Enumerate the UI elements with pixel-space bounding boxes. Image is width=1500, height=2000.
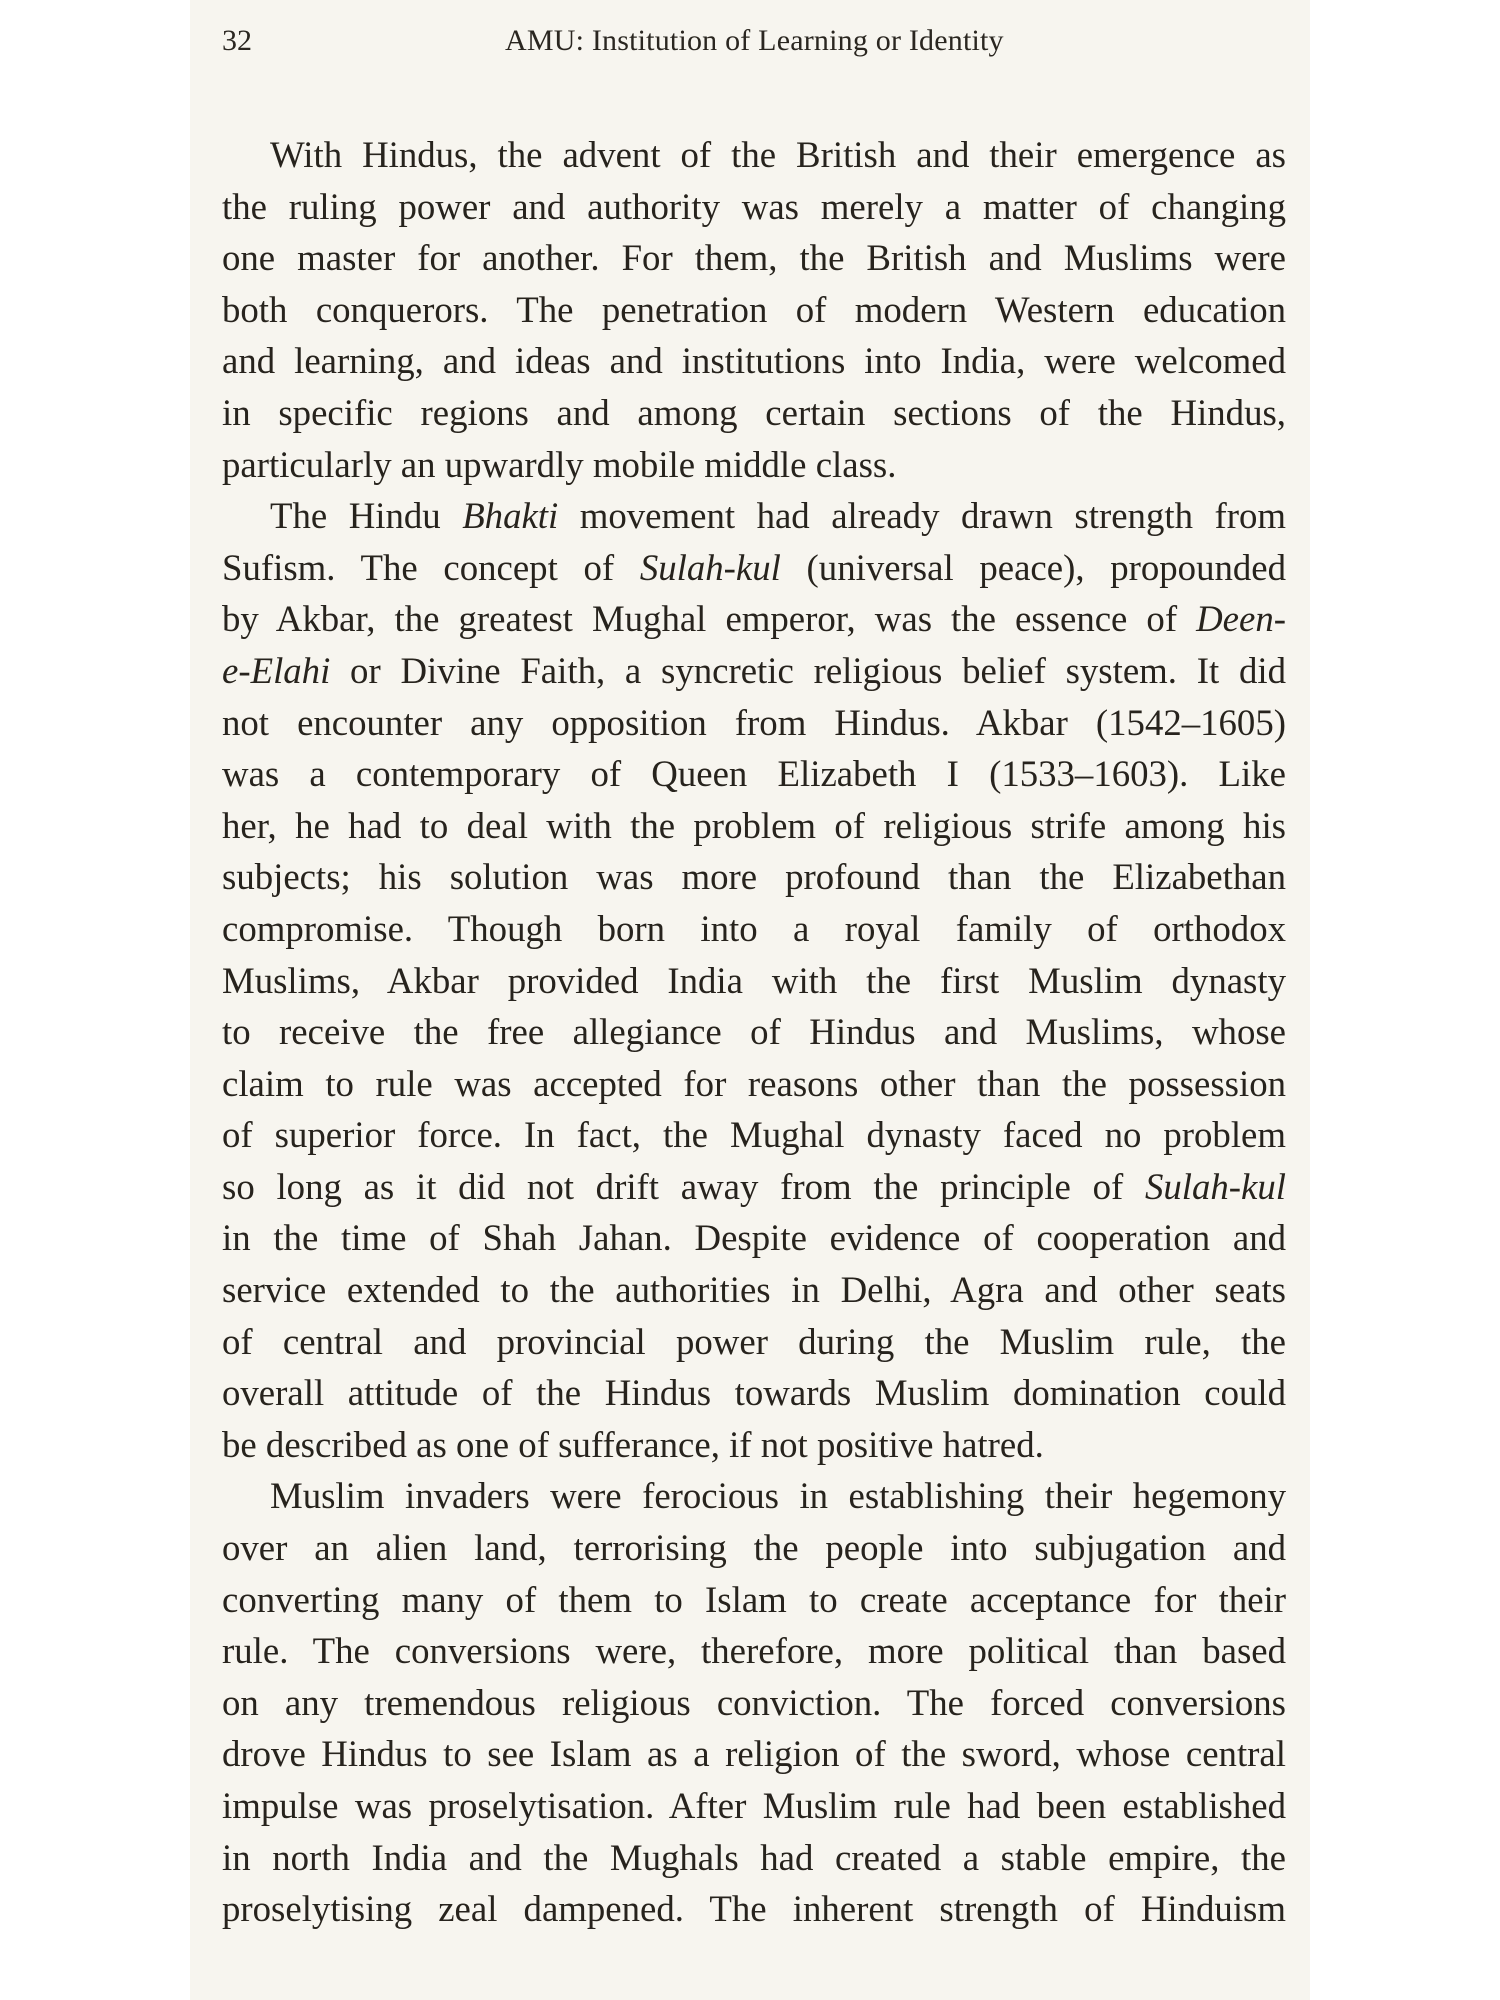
text-line [222,800,1286,852]
text-line [222,955,1286,1007]
text-line [222,1316,1286,1368]
text-line [222,851,1286,903]
text-run: not encounter any opposition from Hindus. Akbar (1542–1605) [222,701,1286,743]
text-run: or Divine Faith, a syncretic religious belief system. It did [330,649,1286,691]
text-run: in specific regions and among certain sections of the Hindus, [222,391,1286,433]
text-line [222,1419,1286,1471]
text-run: so long as it did not drift away from the principle of [222,1165,1145,1207]
text-line [222,335,1286,387]
text-line [222,1574,1286,1626]
text-run: to receive the free allegiance of Hindus and Muslims, whose [222,1011,1286,1053]
text-line [222,181,1286,233]
text-run: was a contemporary of Queen Elizabeth I (1533–1603). Like [222,753,1286,795]
text-run: proselytising zeal dampened. The inherent strength of Hinduism [222,1888,1286,1930]
text-run: in north India and the Mughals had created a stable empire, the [222,1836,1286,1878]
text-run: one master for another. For them, the British and Muslims were [222,237,1286,279]
text-line [222,1883,1286,1935]
text-run: particularly an upwardly mobile middle class. [222,443,897,485]
text-run: movement had already drawn strength from [558,495,1286,537]
running-header [222,24,1278,64]
text-run: by Akbar, the greatest Mughal emperor, was the essence of [222,598,1197,640]
paragraph [222,1470,1286,1934]
text-line [222,232,1286,284]
text-line [222,1780,1286,1832]
text-line [222,129,1286,181]
text-line [222,1832,1286,1884]
text-run: converting many of them to Islam to create acceptance for their [222,1578,1286,1620]
text-run: claim to rule was accepted for reasons other than the possession [222,1062,1286,1104]
text-run: With Hindus, the advent of the British and their emergence as [270,134,1286,175]
text-run: of superior force. In fact, the Mughal dynasty faced no problem [222,1114,1286,1156]
text-run: be described as one of sufferance, if not positive hatred. [222,1423,1044,1465]
text-line [222,1264,1286,1316]
text-line [222,1677,1286,1729]
text-line [222,1728,1286,1780]
text-run: service extended to the authorities in Delhi, Agra and other seats [222,1269,1286,1311]
text-run: impulse was proselytisation. After Muslim rule had been established [222,1785,1286,1826]
text-line [222,1212,1286,1264]
text-line [222,1161,1286,1213]
text-line [222,1058,1286,1110]
text-run: in the time of Shah Jahan. Despite evidence of cooperation and [222,1217,1286,1259]
text-run: (universal peace), propounded [780,546,1286,588]
text-run: Muslims, Akbar provided India with the first Muslim dynasty [222,959,1286,1001]
text-line [222,1470,1286,1522]
paragraph [222,490,1286,1470]
book-page [190,0,1310,2000]
text-run: rule. The conversions were, therefore, more political than based [222,1630,1286,1672]
text-line [222,697,1286,749]
text-line [222,1006,1286,1058]
text-line [222,284,1286,336]
text-run: the ruling power and authority was merely a matter of changing [222,185,1286,227]
text-line [222,490,1286,542]
text-line [222,439,1286,491]
text-line [222,903,1286,955]
text-run: over an alien land, terrorising the people into subjugation and [222,1527,1286,1569]
text-line [222,593,1286,645]
italic-term: Bhakti [462,495,559,537]
text-run: subjects; his solution was more profound than the Elizabethan [222,856,1286,898]
text-run: overall attitude of the Hindus towards Muslim domination could [222,1372,1286,1414]
page-number: 32 [222,24,252,57]
text-run: her, he had to deal with the problem of religious strife among his [222,804,1286,846]
body-text [222,129,1286,1935]
text-run: Sufism. The concept of [222,546,640,588]
text-line [222,645,1286,697]
italic-term: e-Elahi [222,649,331,691]
italic-term: Sulah-kul [1144,1165,1286,1207]
text-run: and learning, and ideas and institutions into India, were welcomed [222,340,1286,382]
text-line [222,542,1286,594]
text-line [222,387,1286,439]
text-run: drove Hindus to see Islam as a religion of the sword, whose central [222,1733,1286,1775]
text-run: of central and provincial power during the Muslim rule, the [222,1320,1286,1362]
text-line [222,1522,1286,1574]
text-line [222,748,1286,800]
text-run: compromise. Though born into a royal family of orthodox [222,907,1286,949]
text-run: The Hindu [270,495,463,537]
text-line [222,1625,1286,1677]
text-line [222,1109,1286,1161]
italic-term: Deen- [1196,598,1286,640]
text-run: on any tremendous religious conviction. The forced conversions [222,1681,1286,1723]
italic-term: Sulah-kul [639,546,781,588]
paragraph [222,129,1286,490]
text-run: both conquerors. The penetration of modern Western education [222,288,1286,330]
book-title: AMU: Institution of Learning or Identity [505,24,1004,57]
text-run: Muslim invaders were ferocious in establishing their hegemony [270,1475,1286,1517]
text-line [222,1367,1286,1419]
